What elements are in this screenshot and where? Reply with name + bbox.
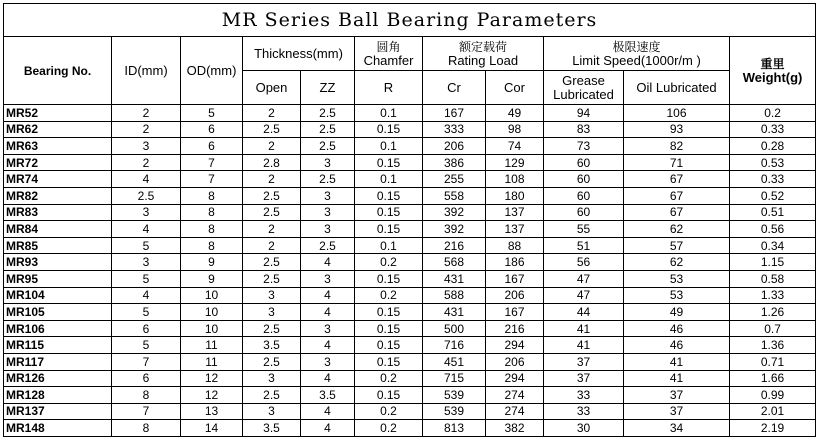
cell-cr: 216: [423, 237, 486, 254]
cell-zz: 4: [301, 420, 355, 437]
cell-open: 2.5: [243, 353, 301, 370]
header-grease: Grease Lubricated: [544, 71, 624, 105]
cell-zz: 2.5: [301, 105, 355, 122]
cell-oil-speed: 62: [624, 254, 730, 271]
header-weight-cn: 重里: [760, 56, 785, 71]
cell-cor: 274: [486, 387, 544, 404]
cell-cor: 167: [486, 270, 544, 287]
cell-chamfer-r: 0.2: [355, 420, 423, 437]
cell-open: 2: [243, 237, 301, 254]
cell-open: 2.5: [243, 187, 301, 204]
header-oil: Oil Lubricated: [624, 71, 730, 105]
cell-chamfer-r: 0.1: [355, 105, 423, 122]
cell-cor: 294: [486, 370, 544, 387]
header-rating-cn: 额定载荷: [458, 39, 507, 54]
cell-cr: 431: [423, 270, 486, 287]
cell-bearing-no: MR104: [4, 287, 112, 304]
cell-cr: 333: [423, 121, 486, 138]
cell-cr: 206: [423, 138, 486, 155]
cell-oil-speed: 62: [624, 221, 730, 238]
table-row: [4, 221, 816, 238]
cell-bearing-no: MR74: [4, 171, 112, 188]
cell-bearing-no: MR84: [4, 221, 112, 238]
cell-zz: 3: [301, 154, 355, 171]
cell-weight: 0.99: [730, 387, 816, 404]
cell-zz: 3: [301, 221, 355, 238]
header-id: ID(mm): [112, 37, 181, 105]
cell-id: 4: [112, 221, 181, 238]
cell-cr: 500: [423, 320, 486, 337]
cell-od: 12: [181, 370, 243, 387]
cell-oil-speed: 46: [624, 320, 730, 337]
cell-oil-speed: 53: [624, 287, 730, 304]
cell-zz: 2.5: [301, 138, 355, 155]
cell-open: 2: [243, 138, 301, 155]
cell-id: 5: [112, 304, 181, 321]
cell-bearing-no: MR106: [4, 320, 112, 337]
cell-chamfer-r: 0.1: [355, 237, 423, 254]
cell-open: 2.8: [243, 154, 301, 171]
cell-id: 4: [112, 171, 181, 188]
cell-bearing-no: MR117: [4, 353, 112, 370]
cell-grease-speed: 60: [544, 171, 624, 188]
table-row: [4, 287, 816, 304]
cell-zz: 4: [301, 337, 355, 354]
cell-open: 2: [243, 105, 301, 122]
cell-bearing-no: MR93: [4, 254, 112, 271]
cell-bearing-no: MR83: [4, 204, 112, 221]
cell-cor: 167: [486, 304, 544, 321]
header-chamfer: [355, 37, 423, 71]
cell-od: 6: [181, 138, 243, 155]
cell-grease-speed: 56: [544, 254, 624, 271]
table-row: [4, 138, 816, 155]
cell-open: 2: [243, 221, 301, 238]
table-row: [4, 370, 816, 387]
cell-id: 2: [112, 121, 181, 138]
cell-chamfer-r: 0.2: [355, 403, 423, 420]
cell-zz: 2.5: [301, 237, 355, 254]
cell-cr: 715: [423, 370, 486, 387]
cell-bearing-no: MR62: [4, 121, 112, 138]
header-limit-speed: [544, 37, 730, 71]
cell-od: 7: [181, 171, 243, 188]
cell-chamfer-r: 0.15: [355, 270, 423, 287]
table-title: MR Series Ball Bearing Parameters: [4, 4, 816, 37]
cell-cr: 539: [423, 403, 486, 420]
table-row: [4, 204, 816, 221]
cell-grease-speed: 47: [544, 270, 624, 287]
cell-chamfer-r: 0.15: [355, 204, 423, 221]
cell-id: 4: [112, 287, 181, 304]
header-weight-en: Weight(g): [742, 69, 803, 85]
cell-chamfer-r: 0.2: [355, 370, 423, 387]
cell-od: 10: [181, 304, 243, 321]
cell-id: 3: [112, 204, 181, 221]
cell-weight: 0.51: [730, 204, 816, 221]
header-rating-en: Rating Load: [447, 52, 519, 68]
cell-cor: 137: [486, 204, 544, 221]
cell-id: 6: [112, 320, 181, 337]
cell-chamfer-r: 0.15: [355, 353, 423, 370]
cell-zz: 4: [301, 254, 355, 271]
cell-open: 3: [243, 304, 301, 321]
cell-oil-speed: 106: [624, 105, 730, 122]
cell-oil-speed: 34: [624, 420, 730, 437]
cell-id: 8: [112, 420, 181, 437]
cell-cr: 255: [423, 171, 486, 188]
cell-grease-speed: 41: [544, 337, 624, 354]
cell-oil-speed: 57: [624, 237, 730, 254]
cell-weight: 2.19: [730, 420, 816, 437]
cell-oil-speed: 82: [624, 138, 730, 155]
cell-cor: 206: [486, 353, 544, 370]
cell-cor: 98: [486, 121, 544, 138]
cell-cor: 74: [486, 138, 544, 155]
cell-zz: 4: [301, 287, 355, 304]
cell-cr: 451: [423, 353, 486, 370]
cell-cor: 129: [486, 154, 544, 171]
cell-chamfer-r: 0.2: [355, 287, 423, 304]
table-row: [4, 403, 816, 420]
table-row: [4, 337, 816, 354]
cell-grease-speed: 33: [544, 387, 624, 404]
cell-id: 2.5: [112, 187, 181, 204]
table-row: [4, 420, 816, 437]
cell-id: 6: [112, 370, 181, 387]
cell-id: 5: [112, 270, 181, 287]
cell-weight: 0.58: [730, 270, 816, 287]
cell-chamfer-r: 0.2: [355, 254, 423, 271]
header-weight: [730, 37, 816, 105]
cell-zz: 4: [301, 403, 355, 420]
cell-open: 2: [243, 171, 301, 188]
cell-grease-speed: 47: [544, 287, 624, 304]
cell-weight: 0.34: [730, 237, 816, 254]
table-row: [4, 387, 816, 404]
cell-zz: 3: [301, 353, 355, 370]
header-r: R: [355, 71, 423, 105]
cell-grease-speed: 30: [544, 420, 624, 437]
cell-bearing-no: MR95: [4, 270, 112, 287]
header-chamfer-en: Chamfer: [363, 52, 414, 68]
cell-grease-speed: 60: [544, 204, 624, 221]
cell-weight: 1.66: [730, 370, 816, 387]
cell-cor: 382: [486, 420, 544, 437]
cell-od: 11: [181, 337, 243, 354]
cell-grease-speed: 60: [544, 187, 624, 204]
cell-chamfer-r: 0.15: [355, 320, 423, 337]
cell-weight: 0.7: [730, 320, 816, 337]
table-row: [4, 121, 816, 138]
cell-cor: 294: [486, 337, 544, 354]
table-row: [4, 304, 816, 321]
cell-zz: 4: [301, 304, 355, 321]
table-row: [4, 187, 816, 204]
cell-oil-speed: 93: [624, 121, 730, 138]
cell-weight: 0.28: [730, 138, 816, 155]
cell-open: 2.5: [243, 254, 301, 271]
cell-bearing-no: MR148: [4, 420, 112, 437]
cell-oil-speed: 71: [624, 154, 730, 171]
table-row: [4, 353, 816, 370]
cell-open: 3: [243, 403, 301, 420]
cell-weight: 0.53: [730, 154, 816, 171]
cell-od: 6: [181, 121, 243, 138]
header-speed-en: Limit Speed(1000r/m ): [572, 52, 701, 68]
cell-weight: 2.01: [730, 403, 816, 420]
cell-oil-speed: 41: [624, 353, 730, 370]
header-speed-cn: 极限速度: [612, 39, 661, 54]
cell-bearing-no: MR72: [4, 154, 112, 171]
cell-cor: 274: [486, 403, 544, 420]
cell-zz: 2.5: [301, 121, 355, 138]
header-rating-load: [423, 37, 544, 71]
cell-od: 7: [181, 154, 243, 171]
cell-cor: 206: [486, 287, 544, 304]
cell-weight: 1.26: [730, 304, 816, 321]
cell-chamfer-r: 0.15: [355, 154, 423, 171]
cell-cr: 392: [423, 221, 486, 238]
cell-weight: 0.71: [730, 353, 816, 370]
cell-open: 3.5: [243, 337, 301, 354]
table-row: [4, 270, 816, 287]
cell-weight: 0.52: [730, 187, 816, 204]
cell-cr: 558: [423, 187, 486, 204]
cell-od: 10: [181, 287, 243, 304]
cell-oil-speed: 67: [624, 187, 730, 204]
cell-od: 13: [181, 403, 243, 420]
cell-id: 2: [112, 154, 181, 171]
cell-grease-speed: 33: [544, 403, 624, 420]
cell-open: 2.5: [243, 320, 301, 337]
cell-id: 8: [112, 387, 181, 404]
cell-cr: 716: [423, 337, 486, 354]
cell-cr: 386: [423, 154, 486, 171]
cell-chamfer-r: 0.15: [355, 304, 423, 321]
cell-zz: 4: [301, 370, 355, 387]
cell-weight: 1.15: [730, 254, 816, 271]
cell-grease-speed: 60: [544, 154, 624, 171]
cell-cor: 216: [486, 320, 544, 337]
cell-od: 8: [181, 204, 243, 221]
cell-weight: 0.2: [730, 105, 816, 122]
header-thickness: Thickness(mm): [243, 37, 355, 71]
cell-cr: 539: [423, 387, 486, 404]
cell-od: 9: [181, 254, 243, 271]
cell-cr: 813: [423, 420, 486, 437]
cell-oil-speed: 49: [624, 304, 730, 321]
cell-od: 8: [181, 221, 243, 238]
table-row: [4, 237, 816, 254]
cell-grease-speed: 83: [544, 121, 624, 138]
cell-bearing-no: MR63: [4, 138, 112, 155]
cell-bearing-no: MR126: [4, 370, 112, 387]
header-chamfer-cn: 圆角: [376, 39, 401, 54]
cell-od: 8: [181, 187, 243, 204]
cell-open: 2.5: [243, 387, 301, 404]
table-row: [4, 254, 816, 271]
header-cor: Cor: [486, 71, 544, 105]
cell-grease-speed: 41: [544, 320, 624, 337]
cell-bearing-no: MR85: [4, 237, 112, 254]
cell-weight: 1.36: [730, 337, 816, 354]
cell-od: 11: [181, 353, 243, 370]
cell-bearing-no: MR115: [4, 337, 112, 354]
cell-id: 5: [112, 237, 181, 254]
cell-oil-speed: 37: [624, 403, 730, 420]
cell-oil-speed: 41: [624, 370, 730, 387]
cell-od: 9: [181, 270, 243, 287]
cell-od: 14: [181, 420, 243, 437]
cell-bearing-no: MR128: [4, 387, 112, 404]
cell-oil-speed: 46: [624, 337, 730, 354]
cell-open: 2.5: [243, 270, 301, 287]
cell-zz: 3: [301, 204, 355, 221]
table-body: [4, 105, 816, 437]
cell-cr: 568: [423, 254, 486, 271]
cell-bearing-no: MR82: [4, 187, 112, 204]
header-cr: Cr: [423, 71, 486, 105]
cell-weight: 0.33: [730, 121, 816, 138]
cell-cr: 392: [423, 204, 486, 221]
cell-weight: 1.33: [730, 287, 816, 304]
cell-cr: 167: [423, 105, 486, 122]
cell-id: 3: [112, 254, 181, 271]
header-open: Open: [243, 71, 301, 105]
cell-open: 3.5: [243, 420, 301, 437]
cell-open: 3: [243, 287, 301, 304]
cell-bearing-no: MR137: [4, 403, 112, 420]
cell-cor: 180: [486, 187, 544, 204]
cell-od: 5: [181, 105, 243, 122]
header-od: OD(mm): [181, 37, 243, 105]
cell-grease-speed: 37: [544, 370, 624, 387]
cell-zz: 3: [301, 187, 355, 204]
cell-cor: 49: [486, 105, 544, 122]
cell-cr: 431: [423, 304, 486, 321]
cell-id: 5: [112, 337, 181, 354]
cell-open: 2.5: [243, 121, 301, 138]
cell-chamfer-r: 0.15: [355, 187, 423, 204]
cell-grease-speed: 51: [544, 237, 624, 254]
table-row: [4, 154, 816, 171]
cell-open: 3: [243, 370, 301, 387]
bearing-table-container: [3, 3, 815, 437]
cell-oil-speed: 67: [624, 204, 730, 221]
bearing-parameters-table: [3, 3, 816, 437]
cell-grease-speed: 73: [544, 138, 624, 155]
cell-grease-speed: 37: [544, 353, 624, 370]
cell-id: 3: [112, 138, 181, 155]
cell-od: 12: [181, 387, 243, 404]
cell-zz: 3.5: [301, 387, 355, 404]
cell-grease-speed: 55: [544, 221, 624, 238]
cell-zz: 3: [301, 320, 355, 337]
cell-od: 10: [181, 320, 243, 337]
header-bearing-no: Bearing No.: [4, 37, 112, 105]
cell-chamfer-r: 0.1: [355, 138, 423, 155]
cell-grease-speed: 94: [544, 105, 624, 122]
cell-oil-speed: 53: [624, 270, 730, 287]
cell-zz: 2.5: [301, 171, 355, 188]
cell-chamfer-r: 0.15: [355, 337, 423, 354]
cell-grease-speed: 44: [544, 304, 624, 321]
cell-id: 7: [112, 403, 181, 420]
cell-od: 8: [181, 237, 243, 254]
cell-weight: 0.33: [730, 171, 816, 188]
cell-oil-speed: 67: [624, 171, 730, 188]
table-row: [4, 171, 816, 188]
cell-open: 2.5: [243, 204, 301, 221]
cell-bearing-no: MR52: [4, 105, 112, 122]
cell-chamfer-r: 0.15: [355, 221, 423, 238]
cell-chamfer-r: 0.15: [355, 121, 423, 138]
cell-bearing-no: MR105: [4, 304, 112, 321]
cell-cor: 108: [486, 171, 544, 188]
cell-cor: 137: [486, 221, 544, 238]
cell-chamfer-r: 0.15: [355, 387, 423, 404]
cell-zz: 3: [301, 270, 355, 287]
cell-chamfer-r: 0.1: [355, 171, 423, 188]
cell-weight: 0.56: [730, 221, 816, 238]
cell-id: 7: [112, 353, 181, 370]
cell-cr: 588: [423, 287, 486, 304]
cell-cor: 88: [486, 237, 544, 254]
header-zz: ZZ: [301, 71, 355, 105]
cell-cor: 186: [486, 254, 544, 271]
table-row: [4, 320, 816, 337]
cell-oil-speed: 37: [624, 387, 730, 404]
cell-id: 2: [112, 105, 181, 122]
table-row: [4, 105, 816, 122]
